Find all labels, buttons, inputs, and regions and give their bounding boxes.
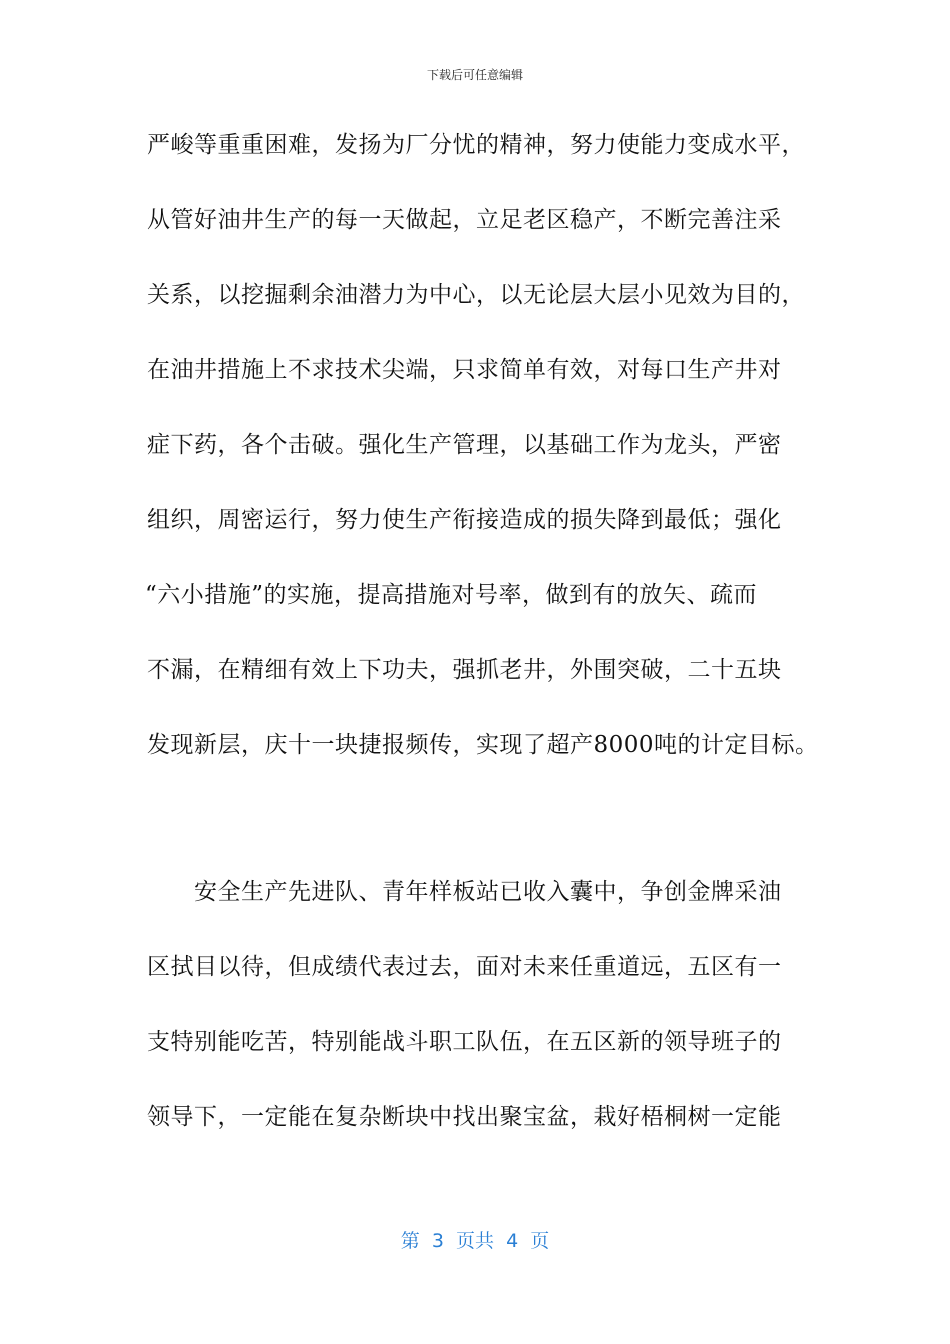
- paragraph-1-line-6: 组织，周密运行，努力使生产衔接造成的损失降到最低；强化: [147, 507, 782, 533]
- paragraph-1-line-7: “六小措施”的实施，提高措施对号率，做到有的放矢、疏而: [145, 582, 758, 608]
- paragraph-2-line-2: 区拭目以待，但成绩代表过去，面对未来任重道远，五区有一: [147, 954, 782, 980]
- paragraph-1-line-2: 从管好油井生产的每一天做起，立足老区稳产，不断完善注采: [147, 207, 782, 233]
- paragraph-1-line-9: 发现新层，庆十一块捷报频传，实现了超产8000吨的计定目标。: [147, 732, 819, 758]
- paragraph-1-line-3: 关系，以挖掘剩余油潜力为中心，以无论层大层小见效为目的，: [147, 282, 805, 308]
- paragraph-2-line-3: 支特别能吃苦，特别能战斗职工队伍，在五区新的领导班子的: [147, 1029, 782, 1055]
- paragraph-1-line-8: 不漏，在精细有效上下功夫，强抓老井，外围突破，二十五块: [147, 657, 782, 683]
- header-note: 下载后可任意编辑: [426, 68, 523, 82]
- page-number-footer: 第 3 页共 4 页: [400, 1230, 550, 1252]
- paragraph-1-line-5: 症下药，各个击破。强化生产管理，以基础工作为龙头，严密: [147, 432, 782, 458]
- paragraph-2-line-4: 领导下，一定能在复杂断块中找出聚宝盆，栽好梧桐树一定能: [147, 1104, 782, 1130]
- paragraph-1-line-1: 严峻等重重困难，发扬为厂分忧的精神，努力使能力变成水平，: [147, 132, 805, 158]
- paragraph-1-line-4: 在油井措施上不求技术尖端，只求简单有效，对每口生产井对: [147, 357, 782, 383]
- paragraph-2-line-1: 安全生产先进队、青年样板站已收入囊中，争创金牌采油: [194, 879, 782, 905]
